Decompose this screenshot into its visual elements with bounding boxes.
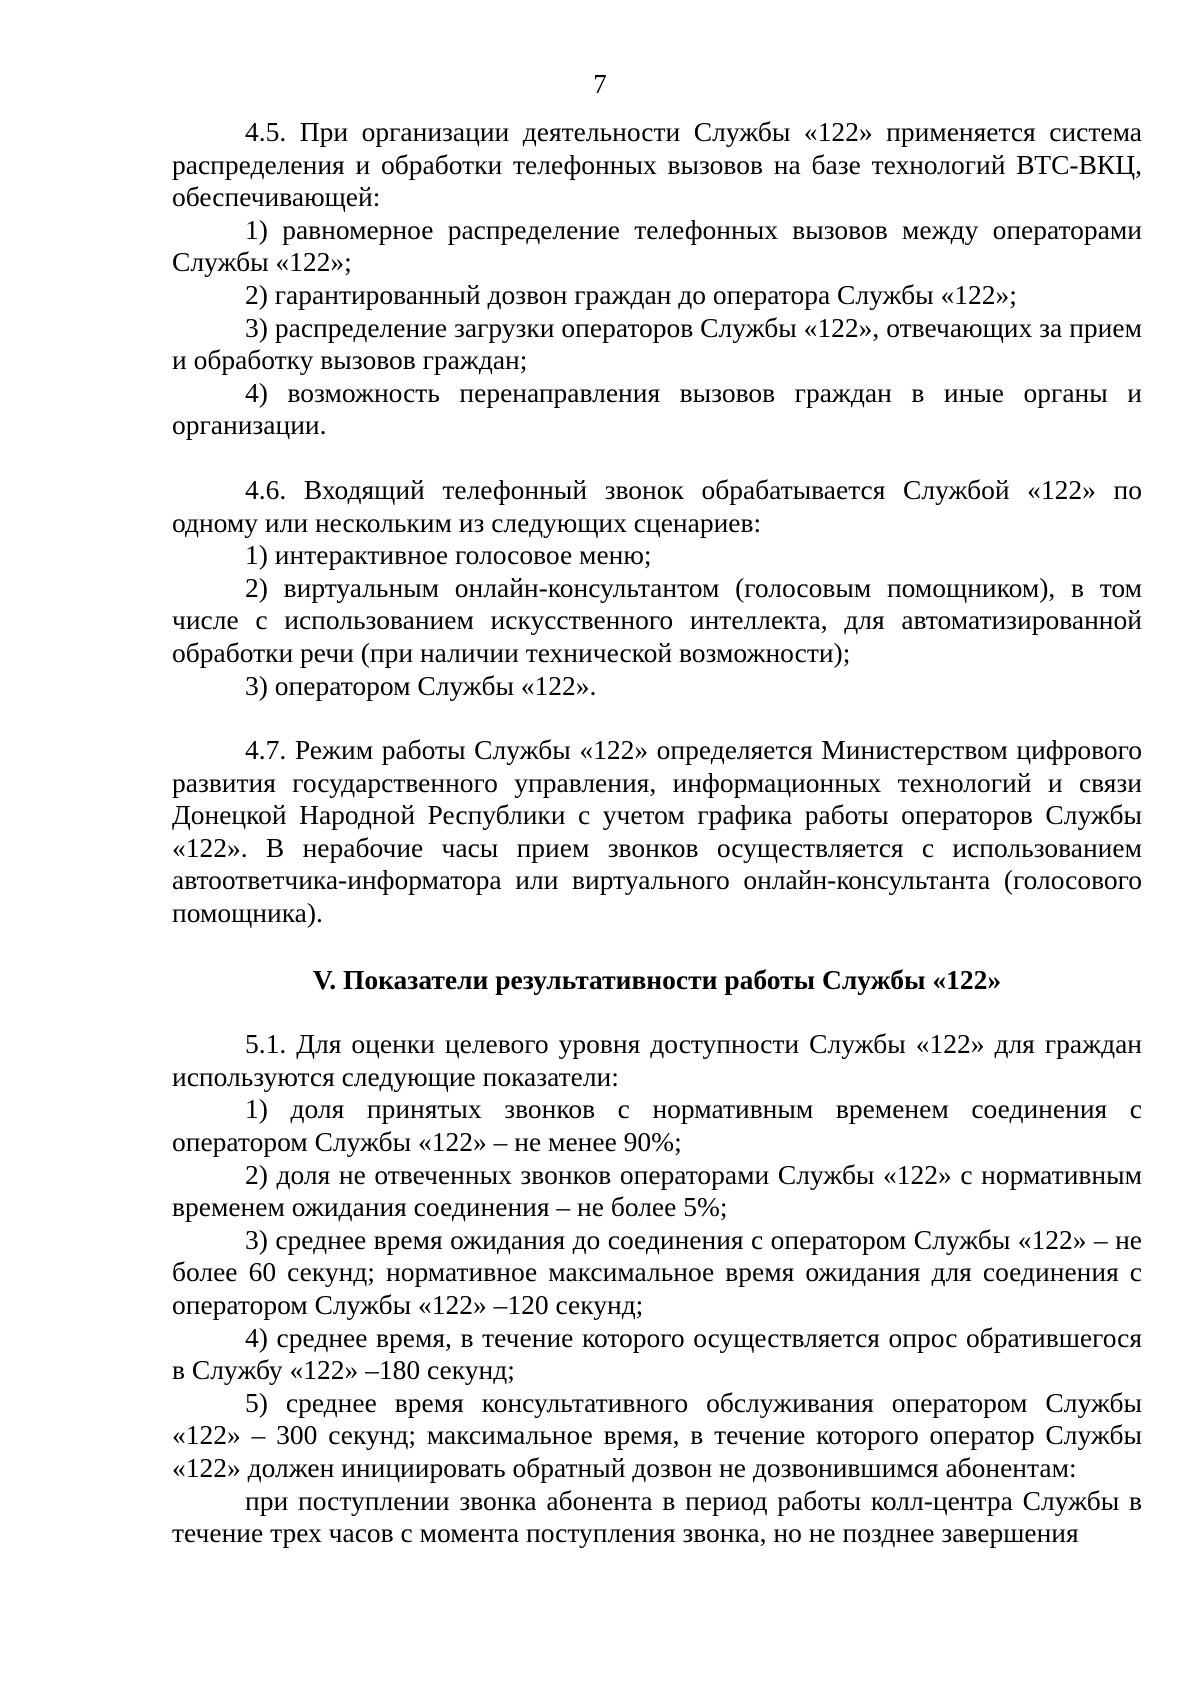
paragraph-4-7: 4.7. Режим работы Службы «122» определяется Министерством цифрового развития государственного управления, информационных технологий и связи Донецкой Народной Республики с учетом графика работы операторов Службы «122». В нерабочие часы прием звонков осуществляется с использованием автоответчика-информатора или виртуального онлайн-консультанта (голосового помощника). bbox=[172, 734, 1142, 929]
page-number: 7 bbox=[593, 69, 607, 99]
paragraph-4-5-intro: 4.5. При организации деятельности Службы «122» применяется система распределения и обработки телефонных вызовов на базе технологий ВТС-ВКЦ, обеспечивающей: bbox=[172, 116, 1142, 213]
paragraph-4-6-intro: 4.6. Входящий телефонный звонок обрабатывается Службой «122» по одному или нескольким из следующих сценариев: bbox=[172, 473, 1142, 538]
list-item: 3) оператором Службы «122». bbox=[245, 669, 597, 701]
list-item: 4) возможность перенаправления вызовов граждан в иные органы и организации. bbox=[172, 376, 1142, 441]
paragraph-continuation: при поступлении звонка абонента в период работы колл-центра Службы в течение трех часов с момента поступления звонка, но не позднее завершения bbox=[172, 1484, 1142, 1549]
list-item: 4) среднее время, в течение которого осуществляется опрос обратившегося в Службу «122» –180 секунд; bbox=[172, 1321, 1142, 1386]
document-body bbox=[172, 116, 1142, 1550]
list-item: 2) доля не отвеченных звонков операторами Службы «122» с нормативным временем ожидания соединения – не более 5%; bbox=[172, 1158, 1142, 1223]
list-item: 2) гарантированный дозвон граждан до оператора Службы «122»; bbox=[245, 278, 1017, 310]
list-item: 1) доля принятых звонков с нормативным временем соединения с оператором Службы «122» – не менее 90%; bbox=[172, 1093, 1142, 1158]
list-item: 1) равномерное распределение телефонных вызовов между операторами Службы «122»; bbox=[172, 213, 1142, 278]
list-item: 3) распределение загрузки операторов Службы «122», отвечающих за прием и обработку вызовов граждан; bbox=[172, 311, 1142, 376]
list-item: 1) интерактивное голосовое меню; bbox=[245, 539, 652, 571]
section-heading: V. Показатели результативности работы Службы «122» bbox=[312, 963, 1002, 995]
list-item: 3) среднее время ожидания до соединения с оператором Службы «122» – не более 60 секунд; нормативное максимальное время ожидания для соединения с оператором Службы «122» –120 секунд; bbox=[172, 1223, 1142, 1320]
list-item: 5) среднее время консультативного обслуживания оператором Службы «122» – 300 секунд; максимальное время, в течение которого оператор Службы «122» должен инициировать обратный дозвон не дозвонившимся абонентам: bbox=[172, 1386, 1142, 1483]
list-item: 2) виртуальным онлайн-консультантом (голосовым помощником), в том числе с использованием искусственного интеллекта, для автоматизированной обработки речи (при наличии технической возможности); bbox=[172, 571, 1142, 668]
paragraph-5-1-intro: 5.1. Для оценки целевого уровня доступности Службы «122» для граждан используются следующие показатели: bbox=[172, 1028, 1142, 1092]
